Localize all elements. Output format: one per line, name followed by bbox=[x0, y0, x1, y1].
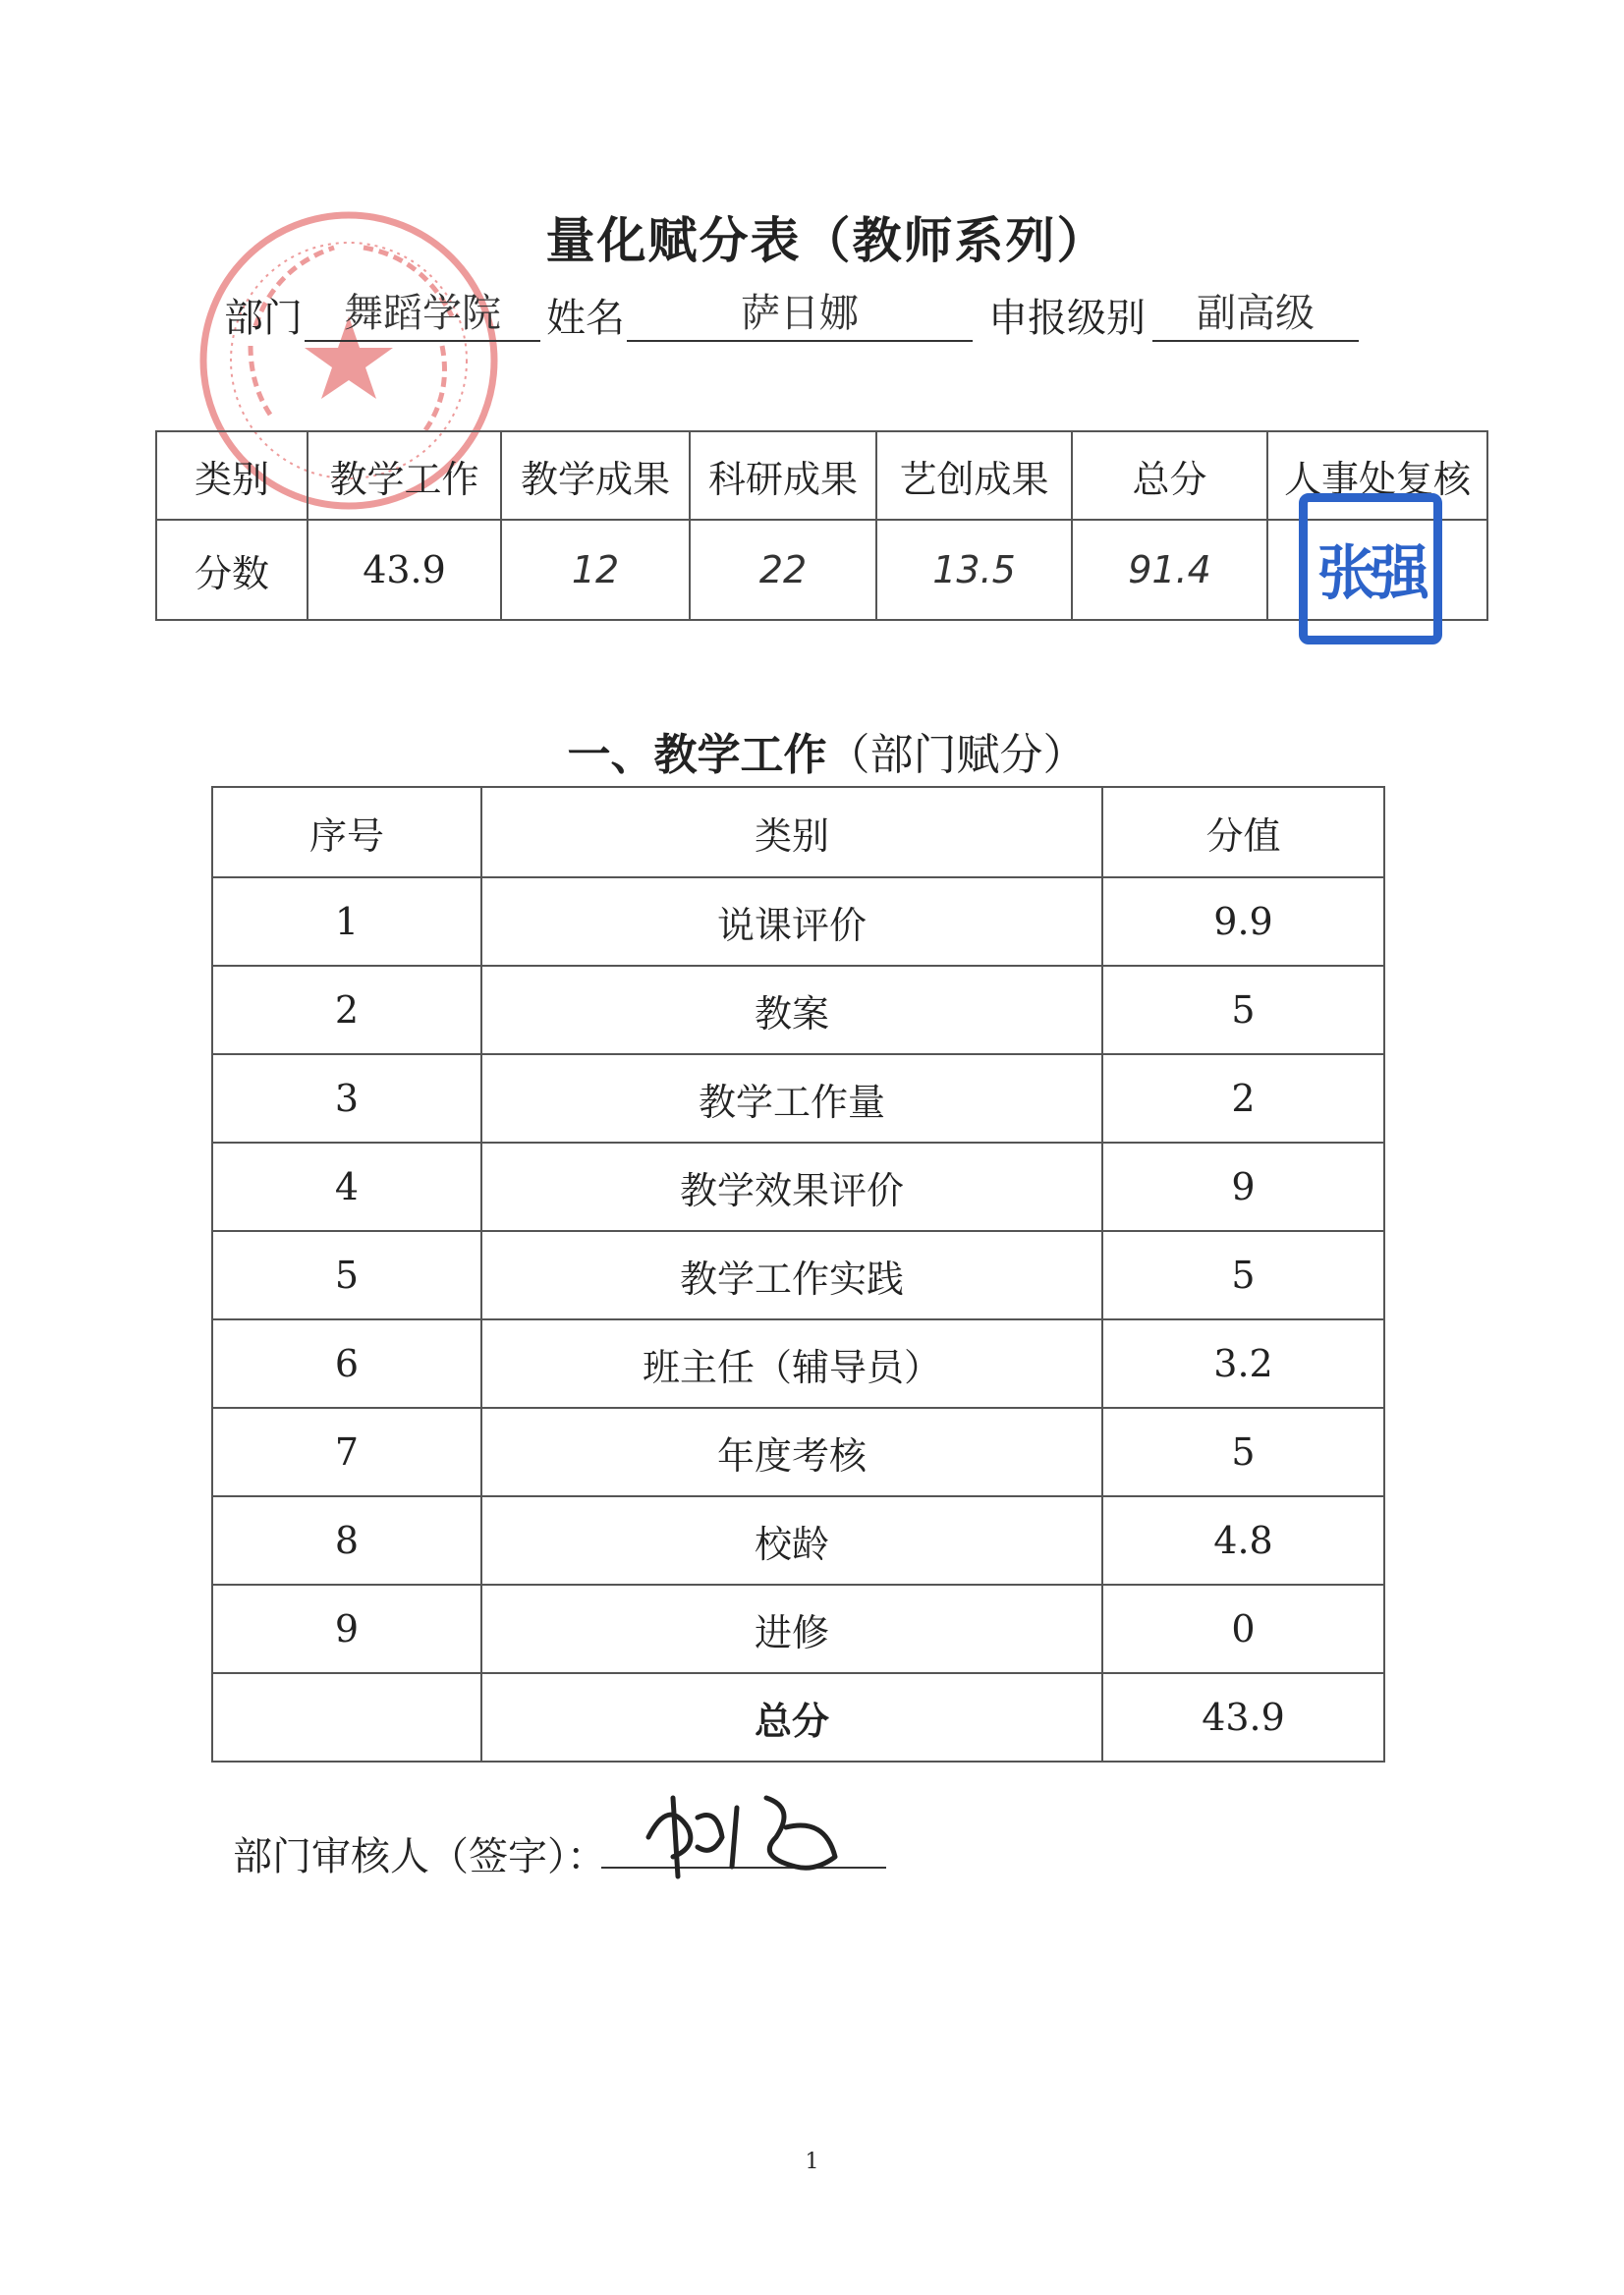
summary-header-cell: 教学成果 bbox=[501, 431, 690, 520]
level-value: 副高级 bbox=[1152, 287, 1359, 342]
header-score: 分值 bbox=[1102, 787, 1384, 877]
row-no: 9 bbox=[212, 1585, 481, 1673]
table-row bbox=[212, 1319, 1384, 1408]
summary-header-cell: 类别 bbox=[156, 431, 308, 520]
row-score: 5 bbox=[1102, 1231, 1384, 1319]
summary-score-cell: 91.4 bbox=[1072, 520, 1267, 620]
dept-label: 部门 bbox=[224, 296, 303, 341]
level-label: 申报级别 bbox=[988, 296, 1146, 341]
row-category: 教学工作量 bbox=[481, 1054, 1102, 1143]
row-category: 教案 bbox=[481, 966, 1102, 1054]
summary-header-cell: 教学工作 bbox=[308, 431, 501, 520]
table-row bbox=[212, 1408, 1384, 1496]
row-no: 7 bbox=[212, 1408, 481, 1496]
teaching-work-table bbox=[211, 786, 1385, 1763]
summary-table bbox=[155, 430, 1488, 621]
table-row bbox=[212, 966, 1384, 1054]
header-category: 类别 bbox=[481, 787, 1102, 877]
row-score: 9 bbox=[1102, 1143, 1384, 1231]
row-category: 说课评价 bbox=[481, 877, 1102, 966]
name-value: 萨日娜 bbox=[627, 287, 973, 342]
table-row bbox=[212, 1143, 1384, 1231]
page-number: 1 bbox=[805, 2150, 819, 2174]
summary-score-cell: 43.9 bbox=[308, 520, 501, 620]
summary-header-cell: 艺创成果 bbox=[876, 431, 1072, 520]
total-value: 43.9 bbox=[1102, 1673, 1384, 1762]
table-row bbox=[212, 1585, 1384, 1673]
summary-score-cell: 22 bbox=[690, 520, 876, 620]
row-no: 3 bbox=[212, 1054, 481, 1143]
table-total-row bbox=[212, 1673, 1384, 1762]
row-no: 2 bbox=[212, 966, 481, 1054]
summary-row-label: 分数 bbox=[156, 520, 308, 620]
dept-value: 舞蹈学院 bbox=[305, 287, 540, 342]
summary-header-cell: 人事处复核 bbox=[1267, 431, 1487, 520]
row-score: 0 bbox=[1102, 1585, 1384, 1673]
table-row bbox=[212, 1054, 1384, 1143]
row-score: 2 bbox=[1102, 1054, 1384, 1143]
row-category: 教学效果评价 bbox=[481, 1143, 1102, 1231]
header-no: 序号 bbox=[212, 787, 481, 877]
summary-header-cell: 科研成果 bbox=[690, 431, 876, 520]
summary-score-cell: 12 bbox=[501, 520, 690, 620]
name-label: 姓名 bbox=[546, 296, 625, 341]
table-row bbox=[212, 877, 1384, 966]
row-no: 5 bbox=[212, 1231, 481, 1319]
total-empty-cell bbox=[212, 1673, 481, 1762]
row-score: 9.9 bbox=[1102, 877, 1384, 966]
table-header-row bbox=[212, 787, 1384, 877]
table-row bbox=[212, 1496, 1384, 1585]
row-score: 5 bbox=[1102, 966, 1384, 1054]
summary-header-cell: 总分 bbox=[1072, 431, 1267, 520]
signature-icon bbox=[629, 1768, 865, 1886]
row-no: 6 bbox=[212, 1319, 481, 1408]
row-category: 年度考核 bbox=[481, 1408, 1102, 1496]
row-no: 8 bbox=[212, 1496, 481, 1585]
summary-score-row bbox=[156, 520, 1487, 620]
table-row bbox=[212, 1231, 1384, 1319]
page-title: 量化赋分表（教师系列） bbox=[545, 212, 1108, 269]
row-score: 4.8 bbox=[1102, 1496, 1384, 1585]
info-row bbox=[224, 287, 1364, 346]
row-category: 教学工作实践 bbox=[481, 1231, 1102, 1319]
row-category: 进修 bbox=[481, 1585, 1102, 1673]
row-category: 班主任（辅导员） bbox=[481, 1319, 1102, 1408]
section-title-main: 一、教学工作 bbox=[567, 730, 827, 780]
section-title-suffix: （部门赋分） bbox=[826, 730, 1087, 780]
reviewer-label: 部门审核人（签字）： bbox=[233, 1834, 606, 1879]
section-title bbox=[0, 719, 1624, 782]
row-score: 5 bbox=[1102, 1408, 1384, 1496]
row-no: 1 bbox=[212, 877, 481, 966]
total-label: 总分 bbox=[481, 1673, 1102, 1762]
row-score: 3.2 bbox=[1102, 1319, 1384, 1408]
summary-header-row bbox=[156, 431, 1487, 520]
row-no: 4 bbox=[212, 1143, 481, 1231]
summary-score-cell: 13.5 bbox=[876, 520, 1072, 620]
hr-review-stamp: 张强 bbox=[1299, 493, 1442, 644]
row-category: 校龄 bbox=[481, 1496, 1102, 1585]
